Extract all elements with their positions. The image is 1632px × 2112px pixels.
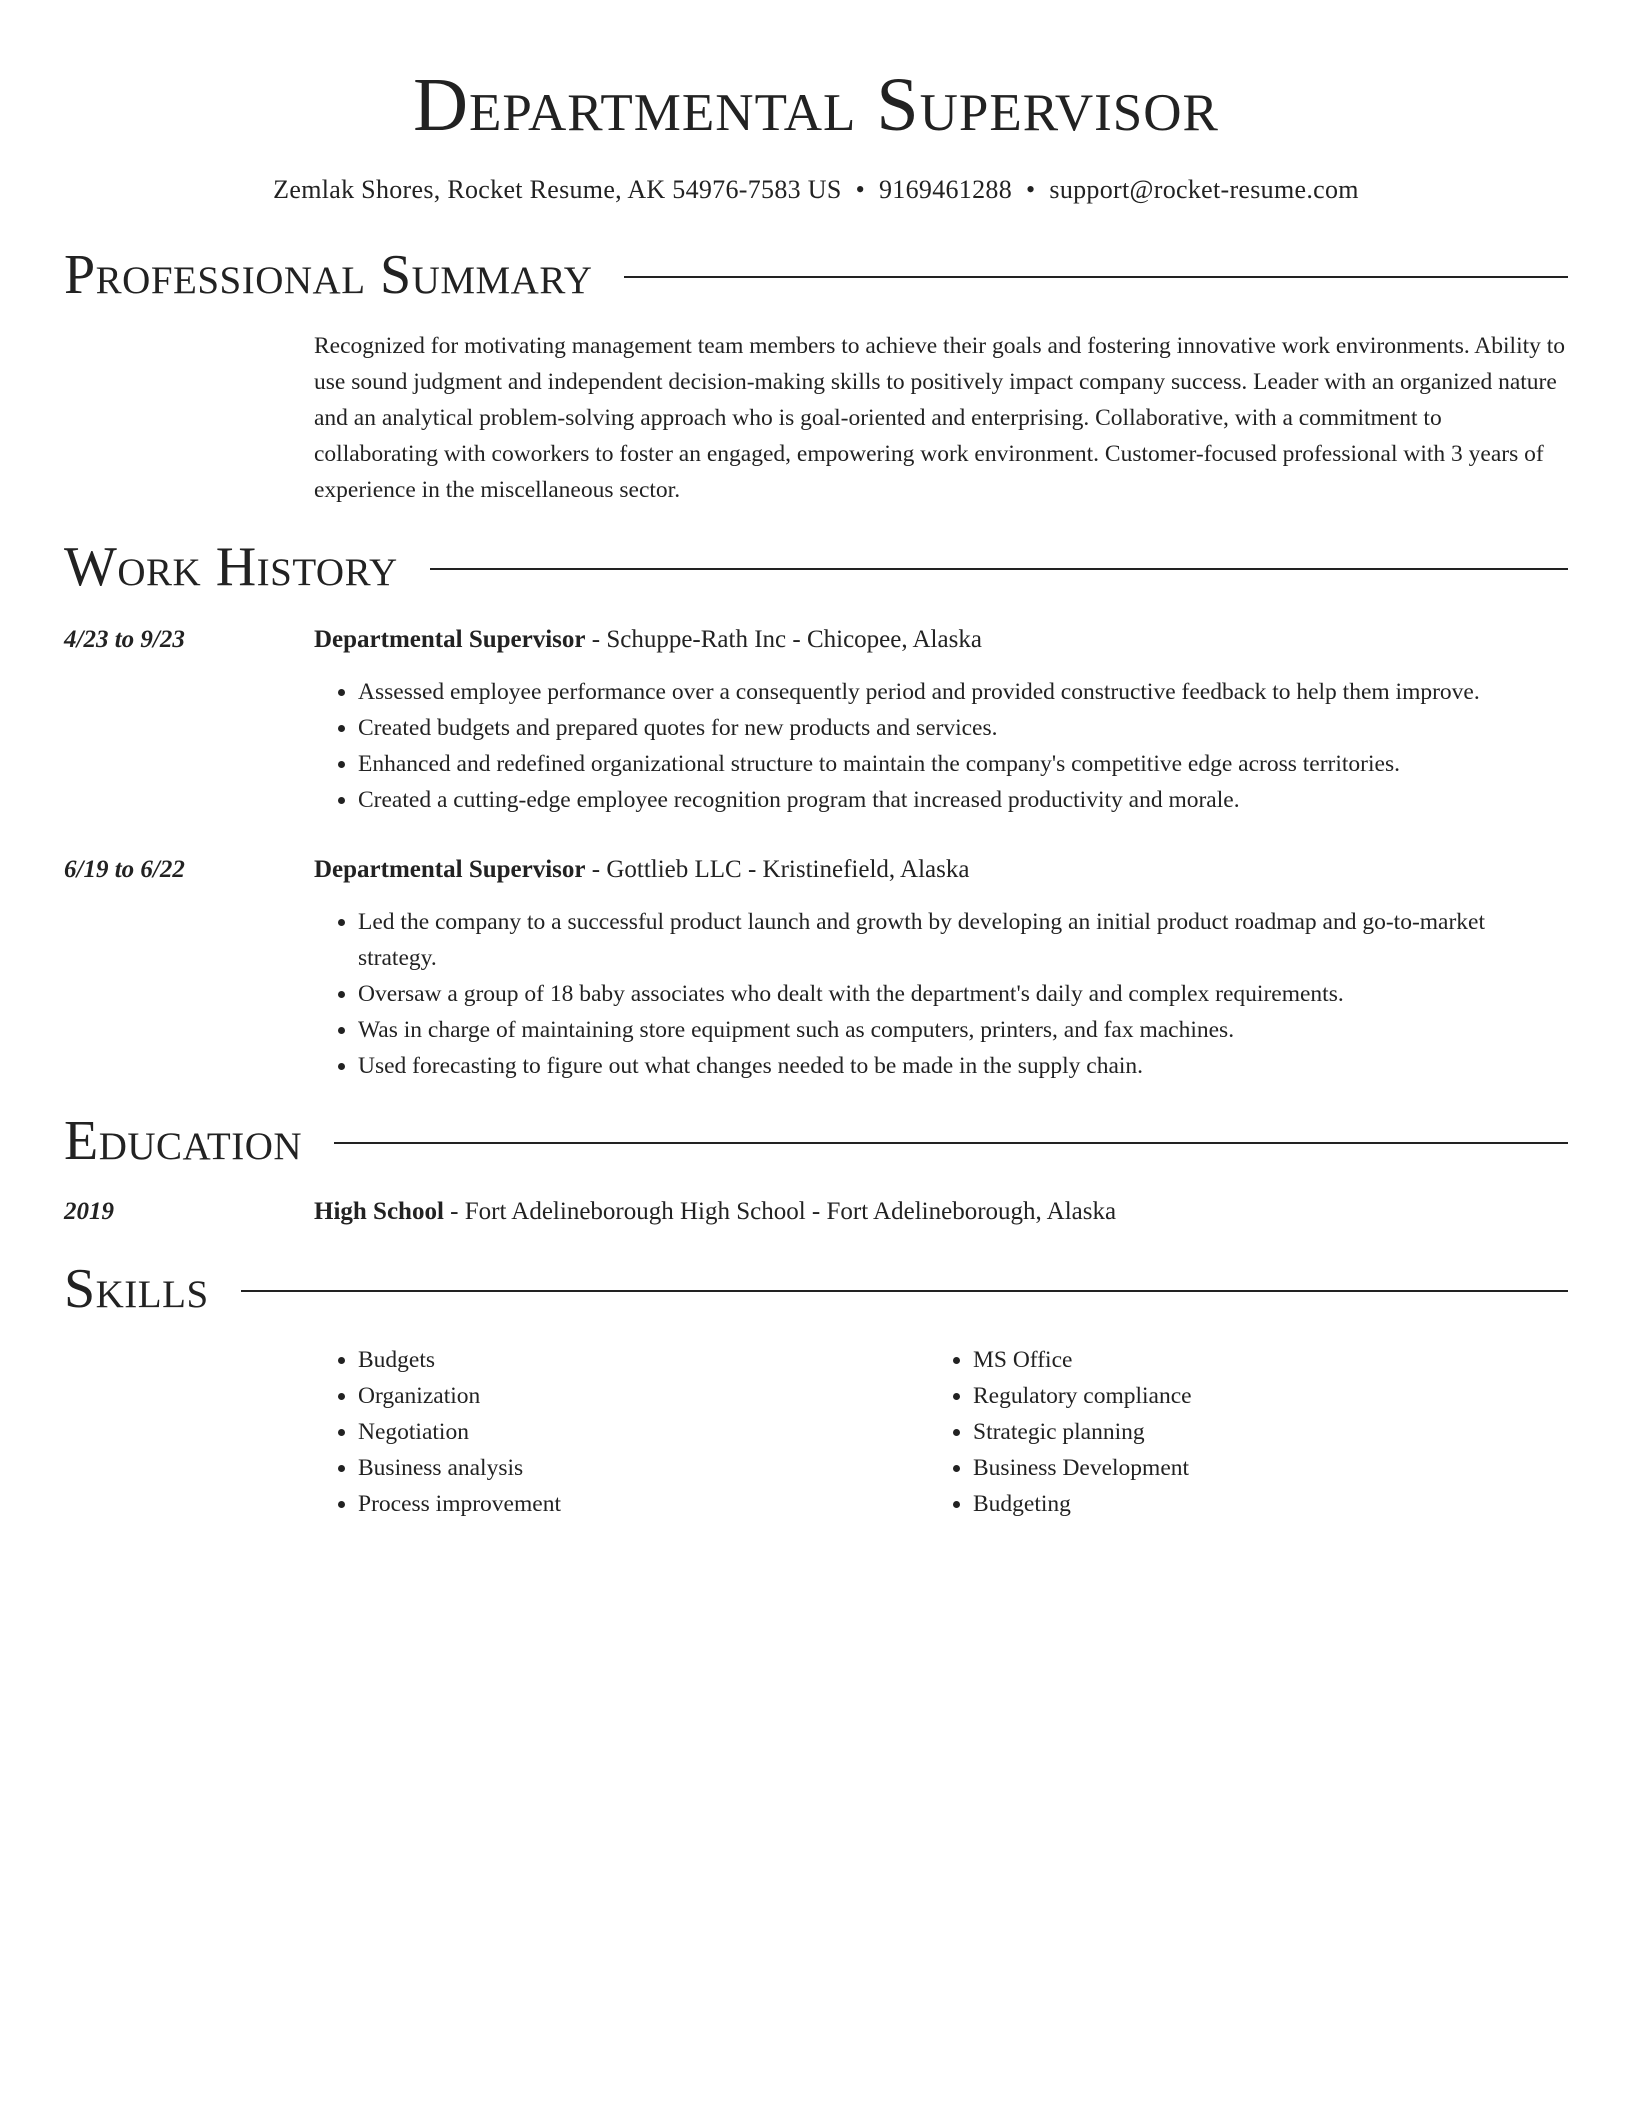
- job-dates: 6/19 to 6/22: [64, 856, 185, 883]
- section-divider: [430, 568, 1568, 570]
- section-divider: [624, 276, 1568, 278]
- contact-line: [64, 172, 1568, 208]
- skill-item: • Regulatory compliance: [973, 1378, 1544, 1414]
- job-entry: [64, 852, 1568, 1084]
- job-bullet: • Assessed employee performance over a consequently period and provided constructive feedback to help them improve.: [358, 674, 1568, 710]
- contact-separator: •: [1026, 175, 1036, 204]
- education-year: 2019: [64, 1198, 114, 1225]
- skills-column-right: [929, 1342, 1544, 1522]
- job-header: [64, 852, 1568, 888]
- skill-item: • Budgets: [358, 1342, 929, 1378]
- skill-item: • Organization: [358, 1378, 929, 1414]
- education-title-line: [314, 1194, 1568, 1230]
- summary-heading: Professional Summary: [64, 244, 593, 306]
- skill-item: • Process improvement: [358, 1486, 929, 1522]
- contact-phone: 9169461288: [879, 175, 1012, 204]
- job-title-line: [314, 852, 1568, 888]
- skill-item: • Business Development: [973, 1450, 1544, 1486]
- job-title: Departmental Supervisor: [314, 856, 586, 883]
- job-bullets: [314, 674, 1568, 818]
- job-employer: - Schuppe-Rath Inc - Chicopee, Alaska: [585, 626, 982, 653]
- job-title-line: [314, 622, 1568, 658]
- summary-section-header: [64, 242, 1568, 308]
- summary-body: [314, 328, 1568, 508]
- work-heading: Work History: [64, 536, 398, 598]
- education-heading: Education: [64, 1110, 303, 1172]
- summary-text: Recognized for motivating management team members to achieve their goals and fostering innovative work environments. Ability to use sound judgment and independent decision-making skills to positively impact company success. Leader with an organized nature and an analytical problem-solving approach who is goal-oriented and enterprising. Collaborative, with a commitment to collaborating with coworkers to foster an engaged, empowering work environment. Customer-focused professional with 3 years of experience in the miscellaneous sector.: [314, 333, 1566, 503]
- job-bullet: • Led the company to a successful product launch and growth by developing an initial product roadmap and go-to-market strategy.: [358, 904, 1568, 976]
- skill-item: • Strategic planning: [973, 1414, 1544, 1450]
- education-entry: [64, 1194, 1568, 1230]
- education-school: - Fort Adelineborough High School - Fort Adelineborough, Alaska: [443, 1198, 1117, 1225]
- section-divider: [334, 1142, 1568, 1144]
- job-bullet: • Oversaw a group of 18 baby associates who dealt with the department's daily and complex requirements.: [358, 976, 1568, 1012]
- job-bullet: • Was in charge of maintaining store equipment such as computers, printers, and fax machines.: [358, 1012, 1568, 1048]
- job-bullet: • Enhanced and redefined organizational structure to maintain the company's competitive edge across territories.: [358, 746, 1568, 782]
- skills-column-left: [314, 1342, 929, 1522]
- skills-heading: Skills: [64, 1258, 209, 1320]
- job-dates: 4/23 to 9/23: [64, 626, 185, 653]
- job-entry: [64, 622, 1568, 818]
- job-header: [64, 622, 1568, 658]
- work-section-header: [64, 534, 1568, 600]
- education-section-header: [64, 1108, 1568, 1174]
- skill-item: • Negotiation: [358, 1414, 929, 1450]
- job-bullet: • Used forecasting to figure out what changes needed to be made in the supply chain.: [358, 1048, 1568, 1084]
- skill-item: • Business analysis: [358, 1450, 929, 1486]
- skill-item: • MS Office: [973, 1342, 1544, 1378]
- education-degree: High School: [314, 1198, 444, 1225]
- contact-email[interactable]: support@rocket-resume.com: [1049, 175, 1359, 204]
- contact-address: Zemlak Shores, Rocket Resume, AK 54976-7583 US: [273, 175, 842, 204]
- skills-section-header: [64, 1256, 1568, 1322]
- section-divider: [241, 1290, 1568, 1292]
- job-title: Departmental Supervisor: [314, 626, 586, 653]
- job-employer: - Gottlieb LLC - Kristinefield, Alaska: [585, 856, 970, 883]
- skill-item: • Budgeting: [973, 1486, 1544, 1522]
- resume-name: Departmental Supervisor: [413, 63, 1219, 147]
- job-bullet: • Created a cutting-edge employee recognition program that increased productivity and morale.: [358, 782, 1568, 818]
- skills-list: [314, 1342, 1568, 1522]
- job-bullet: • Created budgets and prepared quotes for new products and services.: [358, 710, 1568, 746]
- contact-separator: •: [855, 175, 865, 204]
- job-bullets: [314, 904, 1568, 1084]
